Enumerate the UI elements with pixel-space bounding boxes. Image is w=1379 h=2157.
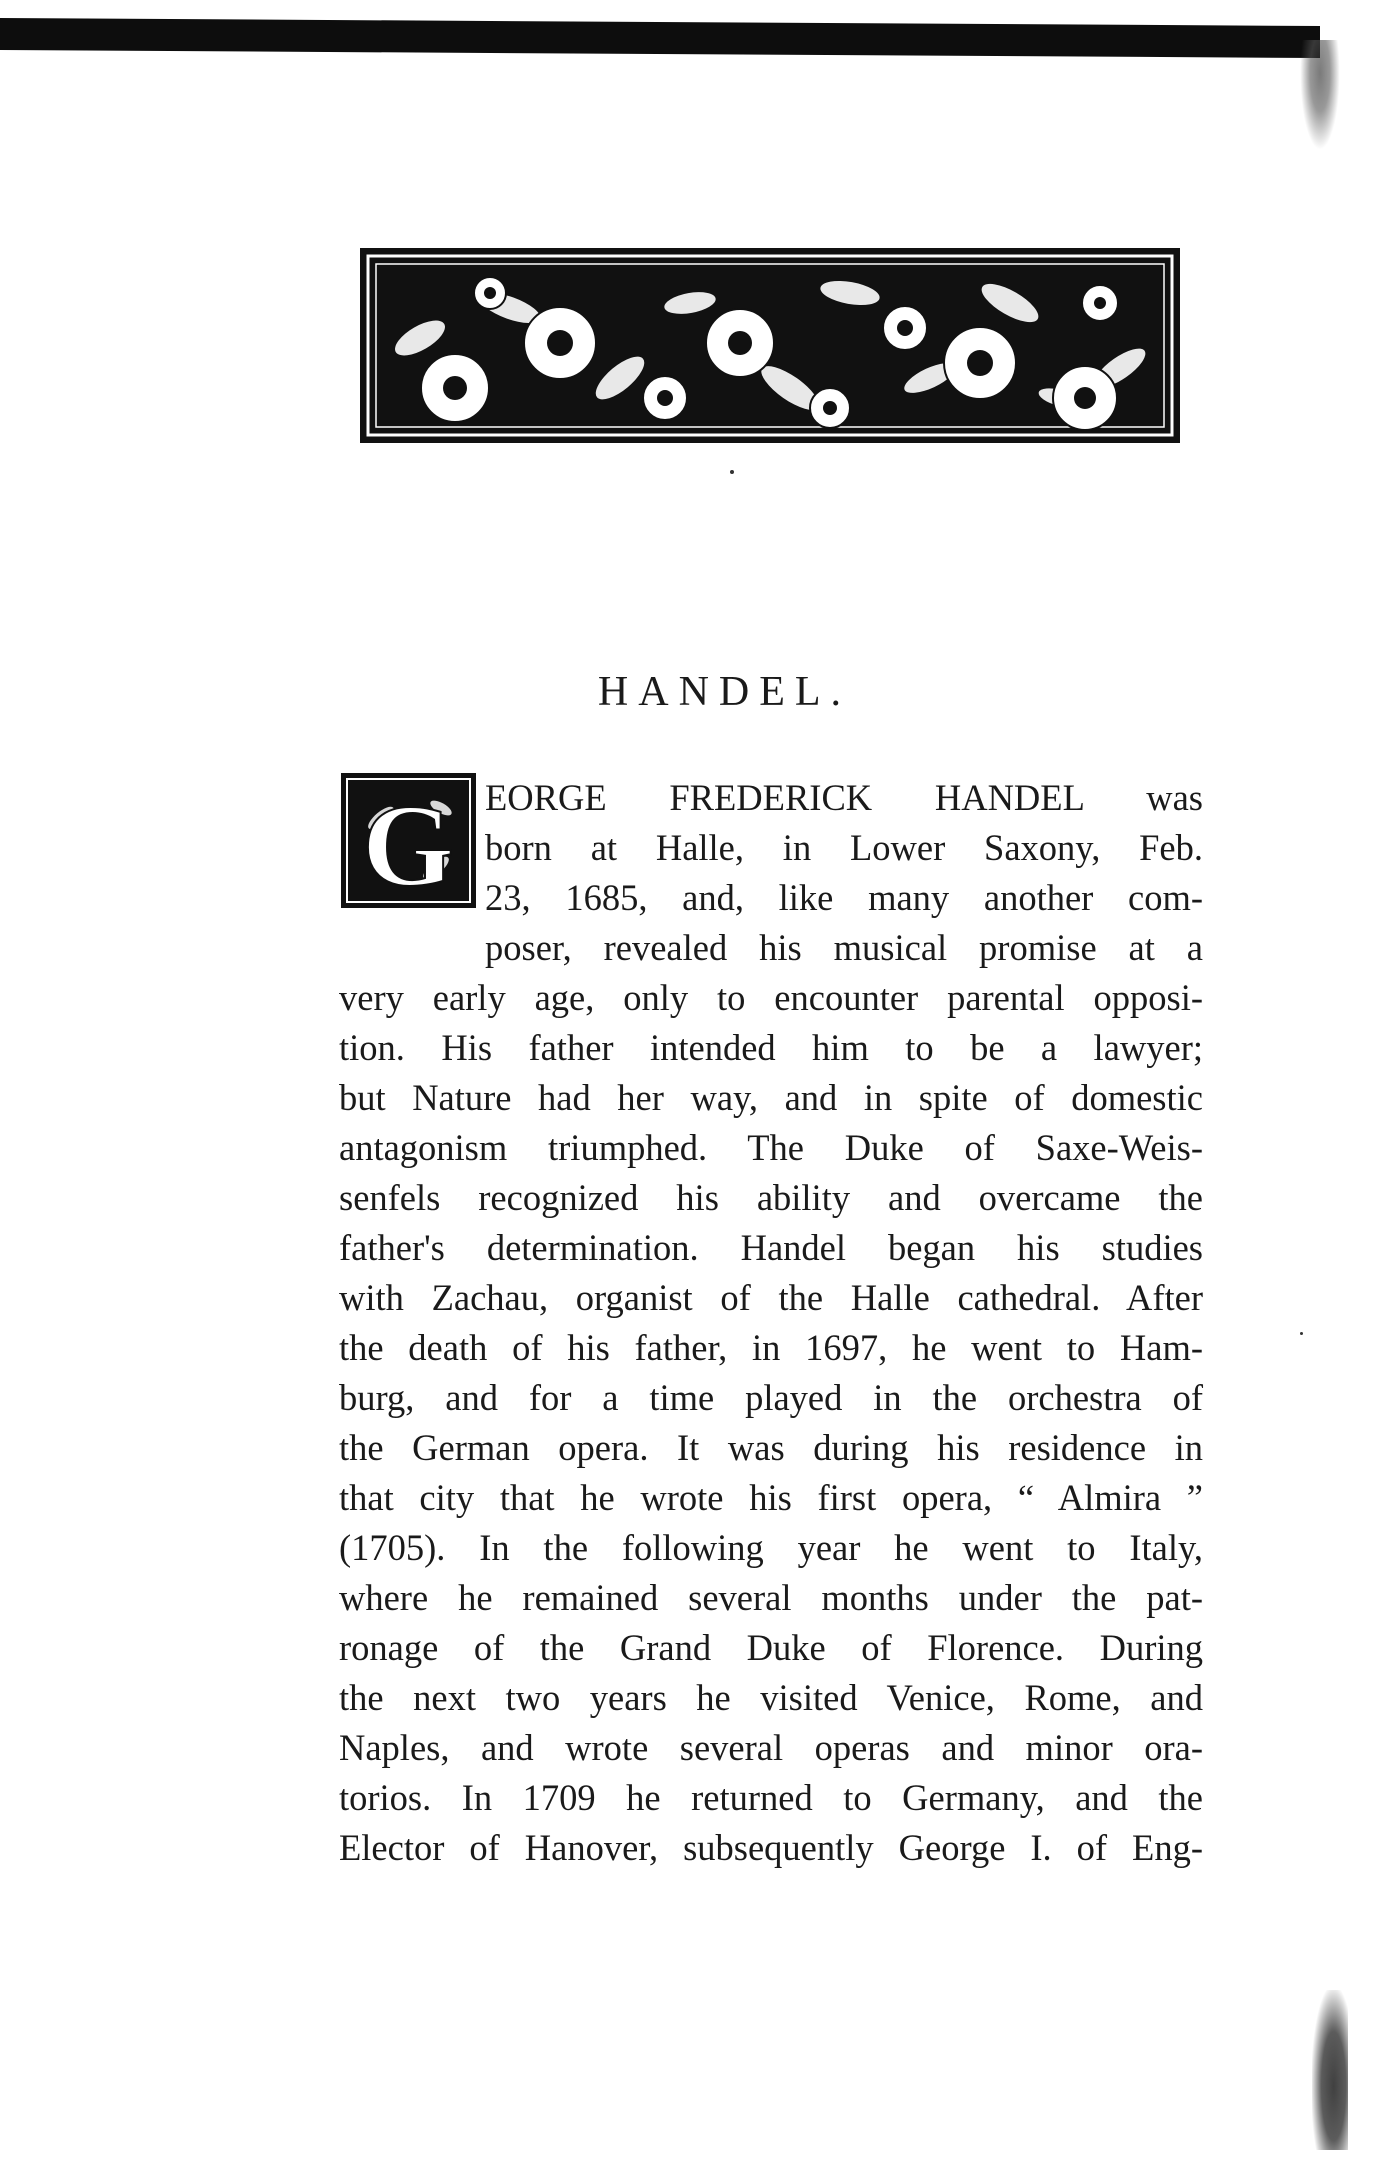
text-line: with Zachau, organist of the Halle cathedral. After [339,1277,1203,1318]
text-line: antagonism triumphed. The Duke of Saxe-Weis- [339,1127,1203,1168]
text-line: poser, revealed his musical promise at a [485,927,1203,968]
text-line: Naples, and wrote several operas and minor ora- [339,1727,1203,1768]
scan-edge-mark [1312,1990,1348,2150]
text-line: burg, and for a time played in the orchestra of [339,1377,1203,1418]
text-line: the death of his father, in 1697, he went to Ham- [339,1327,1203,1368]
text-line: where he remained several months under the pat- [339,1577,1203,1618]
text-line: senfels recognized his ability and overcame the [339,1177,1203,1218]
text-line: the next two years he visited Venice, Rome, and [339,1677,1203,1718]
text-line: Elector of Hanover, subsequently George I. of Eng- [339,1827,1203,1868]
text-line: but Nature had her way, and in spite of domestic [339,1077,1203,1118]
text-line: (1705). In the following year he went to Italy, [339,1527,1203,1568]
drop-cap-g-ornament [341,773,476,908]
floral-banner-ornament [360,248,1180,443]
text-line: tion. His father intended him to be a lawyer; [339,1027,1203,1068]
text-line: 23, 1685, and, like many another com- [485,877,1203,918]
ink-speck [1300,1332,1303,1335]
text-line: very early age, only to encounter parental opposi- [339,977,1203,1018]
text-line: the German opera. It was during his residence in [339,1427,1203,1468]
text-line: born at Halle, in Lower Saxony, Feb. [485,827,1203,868]
text-line: ronage of the Grand Duke of Florence. During [339,1627,1203,1668]
drop-cap-letter: G [362,780,454,908]
scan-edge-bar [0,18,1320,58]
text-line: father's determination. Handel began his studies [339,1227,1203,1268]
scan-edge-mark [1300,40,1340,150]
text-line: EORGE FREDERICK HANDEL was [485,777,1203,818]
text-line: that city that he wrote his first opera, “ Almira ” [339,1477,1203,1518]
text-line: torios. In 1709 he returned to Germany, and the [339,1777,1203,1818]
page-title: HANDEL. [597,669,852,715]
ink-speck [730,470,734,474]
